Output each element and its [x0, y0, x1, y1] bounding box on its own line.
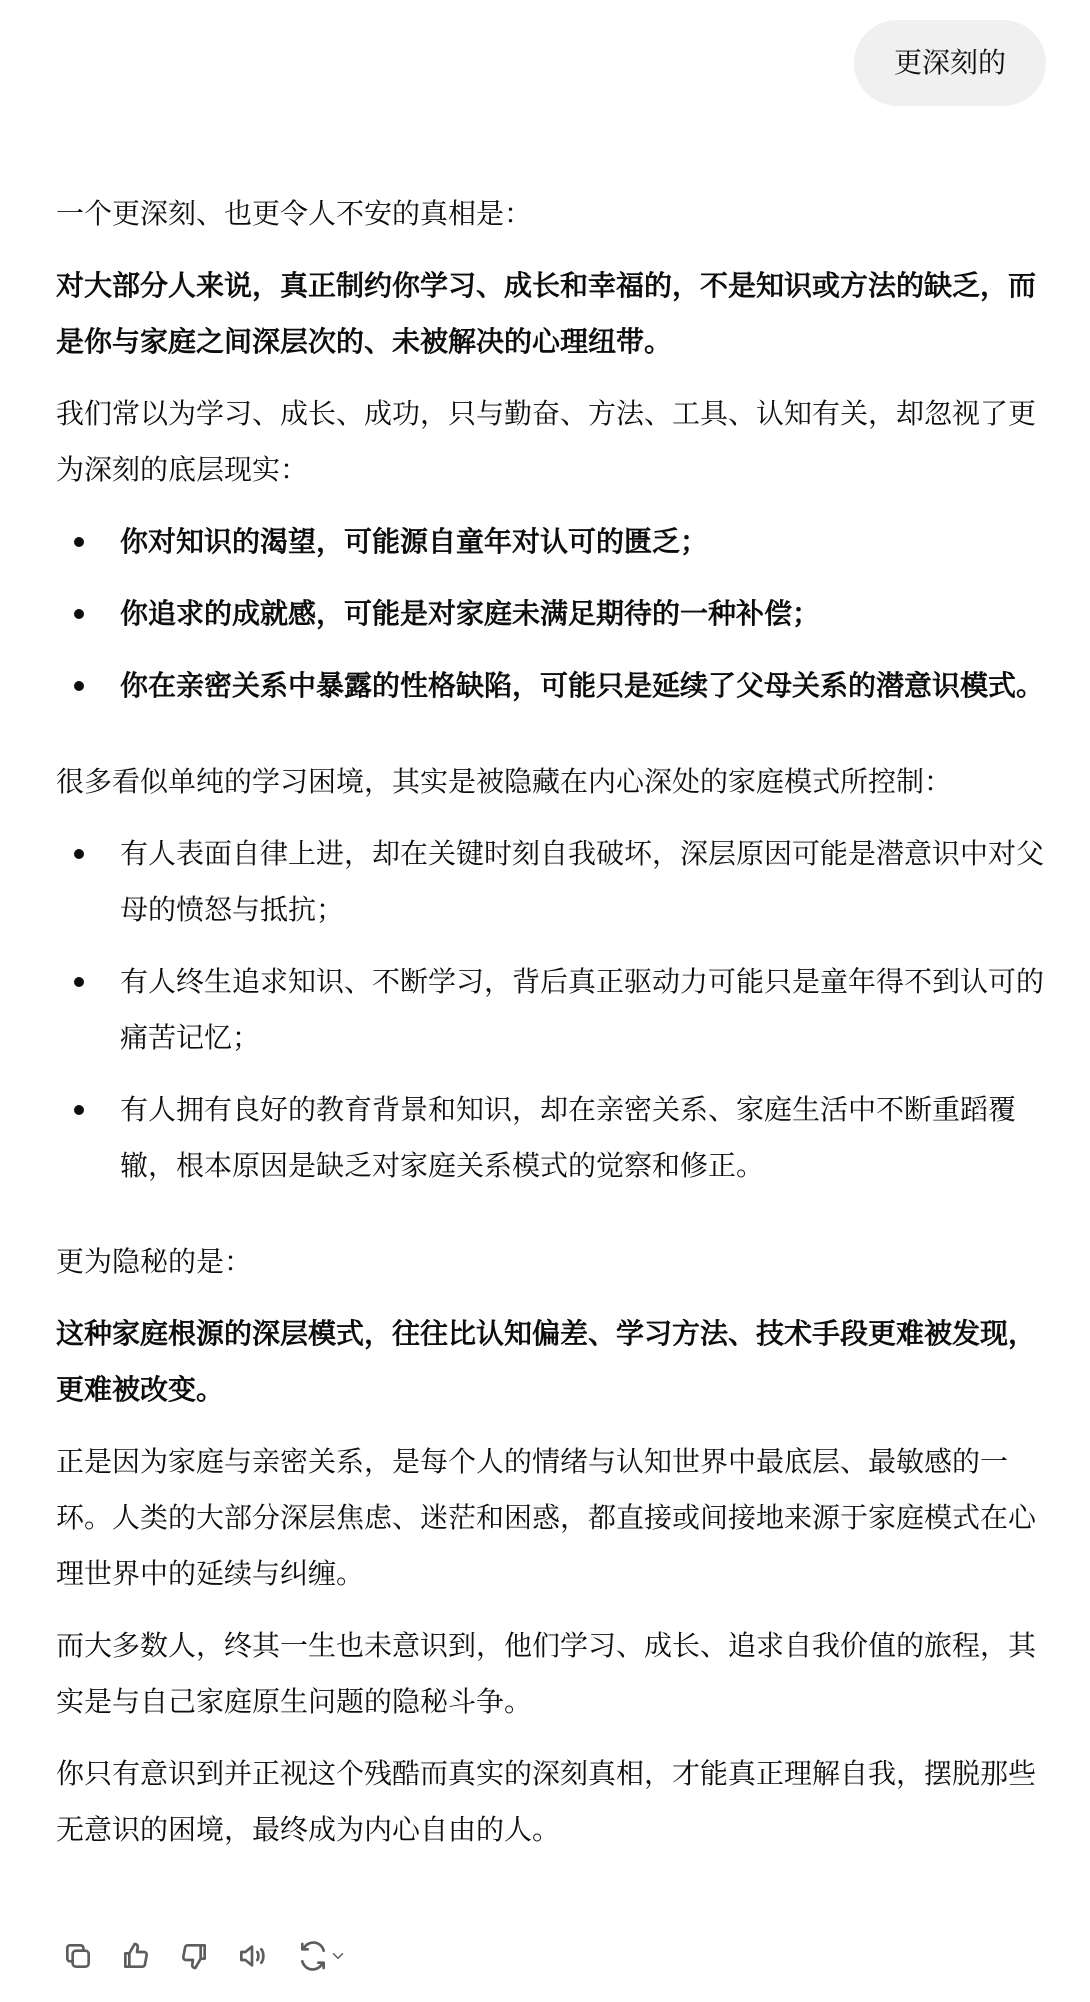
response-intro: 一个更深刻、也更令人不安的真相是：	[56, 197, 533, 230]
user-message-bubble: 更深刻的	[854, 20, 1046, 106]
list-item-text: 你对知识的渴望，可能源自童年对认可的匮乏；	[120, 525, 709, 558]
bullet-dot	[74, 977, 84, 987]
thumbs-up-icon	[120, 1940, 152, 1972]
list-item-text: 有人表面自律上进，却在关键时刻自我破坏，深层原因可能是潜意识中对父母的愤怒与抵抗；	[120, 837, 1045, 926]
copy-button[interactable]	[60, 1938, 96, 1974]
bullet-dot	[74, 681, 84, 691]
list-item	[56, 826, 1046, 938]
response-paragraph: 正是因为家庭与亲密关系，是每个人的情绪与认知世界中最底层、最敏感的一环。人类的大部分深层焦虑、迷茫和困惑，都直接或间接地来源于家庭模式在心理世界中的延续与纠缠。	[56, 1445, 1037, 1590]
user-message-row	[854, 20, 1046, 106]
list-item-text: 有人终生追求知识、不断学习，背后真正驱动力可能只是童年得不到认可的痛苦记忆；	[120, 965, 1045, 1054]
response-bold-paragraph: 这种家庭根源的深层模式，往往比认知偏差、学习方法、技术手段更难被发现，更难被改变。	[56, 1317, 1037, 1406]
thumbs-down-button[interactable]	[176, 1938, 212, 1974]
bullet-list	[56, 826, 1046, 1194]
read-aloud-button[interactable]	[234, 1938, 270, 1974]
list-item	[56, 586, 1046, 642]
assistant-response	[56, 186, 1046, 1874]
list-item-text: 有人拥有良好的教育背景和知识，却在亲密关系、家庭生活中不断重蹈覆辙，根本原因是缺乏对家庭关系模式的觉察和修正。	[120, 1093, 1017, 1182]
bullet-dot	[74, 609, 84, 619]
read-aloud-icon	[236, 1940, 268, 1972]
thumbs-down-icon	[178, 1940, 210, 1972]
response-paragraph: 你只有意识到并正视这个残酷而真实的深刻真相，才能真正理解自我，摆脱那些无意识的困境，最终成为内心自由的人。	[56, 1757, 1037, 1846]
message-actions	[60, 1938, 352, 1974]
list-item	[56, 658, 1046, 714]
regenerate-button[interactable]	[292, 1938, 352, 1974]
bullet-dot	[74, 1105, 84, 1115]
chevron-down-icon	[329, 1947, 347, 1965]
list-item-text: 你追求的成就感，可能是对家庭未满足期待的一种补偿；	[120, 597, 821, 630]
copy-icon	[62, 1940, 94, 1972]
bullet-dot	[74, 537, 84, 547]
list-item	[56, 1082, 1046, 1194]
response-paragraph: 我们常以为学习、成长、成功，只与勤奋、方法、工具、认知有关，却忽视了更为深刻的底层现实：	[56, 397, 1037, 486]
response-paragraph: 很多看似单纯的学习困境，其实是被隐藏在内心深处的家庭模式所控制：	[56, 765, 953, 798]
response-paragraph: 而大多数人，终其一生也未意识到，他们学习、成长、追求自我价值的旅程，其实是与自己家庭原生问题的隐秘斗争。	[56, 1629, 1037, 1718]
list-item-text: 你在亲密关系中暴露的性格缺陷，可能只是延续了父母关系的潜意识模式。	[120, 669, 1045, 702]
list-item	[56, 954, 1046, 1066]
response-thesis: 对大部分人来说，真正制约你学习、成长和幸福的，不是知识或方法的缺乏，而是你与家庭之间深层次的、未被解决的心理纽带。	[56, 269, 1037, 358]
thumbs-up-button[interactable]	[118, 1938, 154, 1974]
bold-bullet-list	[56, 514, 1046, 714]
regenerate-icon	[297, 1940, 329, 1972]
bullet-dot	[74, 849, 84, 859]
list-item	[56, 514, 1046, 570]
response-paragraph: 更为隐秘的是：	[56, 1245, 253, 1278]
